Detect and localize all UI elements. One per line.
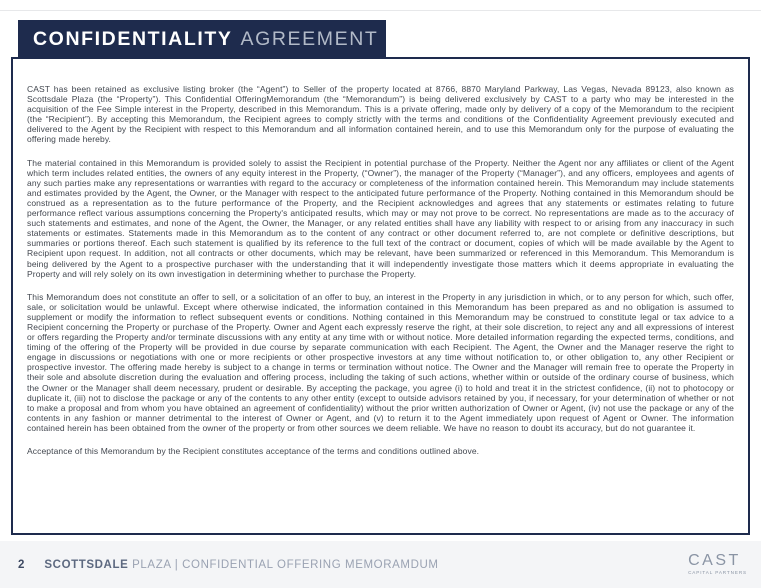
agreement-text-box: [11, 57, 750, 535]
logo-wordmark: CAST: [688, 552, 741, 570]
agreement-paragraph-3: This Memorandum does not constitute an offer to sell, or a solicitation of an offer to buy, an interest in the Property in any jurisdiction in which, or to any person for which, such offer, sale, or solicitation would be unlawful. Except where otherwise indicated, the information contained in this Memorandum has been prepared as and no obligation is assumed to supplement or modify the information to reflect subsequent events or conditions. Nothing contained in this Memorandum may be construed to constitute legal or tax advice to a Recipient concerning the Property or purchase of the Property. Owner and Agent each expressly reserve the right, at their sole discretion, to reject any and all expressions of interest or offers regarding the Property and/or terminate discussions with any entity at any time with or without notice. More detailed information regarding the expected terms, conditions, and timing of the offering of the Property will be provided in due course by separate communication with each Recipient. The Agent, the Owner and the Manager reserve the right to engage in discussions or negotiations with one or more recipients or other prospective investors at any time without notification to, or other obligation to, any other Recipient or prospective investor. The offering made hereby is subject to a change in terms or termination without notice. The Owner and the Manager will remain free to operate the Property in their sole and absolute discretion during the evaluation and offering process, including the taking of such actions, whether within or outside of the ordinary course of business, which the Owner or the Manager shall deem necessary, prudent or desirable. By accepting the package, you agree (i) to hold and treat it in the strictest confidence, (ii) not to photocopy or duplicate it, (iii) not to disclose the package or any of the contents to any other entity (except to outside advisors retained by you, if necessary, for your determination of whether or not to make a proposal and from whom you have obtained an agreement of confidentiality) without the prior written authorization of Owner or Agent, (iv) not use the package or any of the contents in any fashion or manner detrimental to the interest of Owner or Agent, and (v) to return it to the Agent immediately upon request of Agent or Owner. The information contained herein has been obtained from the owner of the property or from other sources we deem reliable. We have no reason to doubt its accuracy, but do not guarantee it.: [27, 291, 734, 433]
agreement-paragraph-2: The material contained in this Memorandum is provided solely to assist the Recipient in potential purchase of the Property. Neither the Agent nor any affiliates or client of the Agent which term includes related entities, the owners of any equity interest in the Property, (“Owner”), the manager of the Property (“Manager”), and any officers, employees and agents of any such parties make any representations or warranties with regard to the accuracy or completeness of the information contained herein. This Memorandum may include statements and estimates provided by the Agent, the Owner, or the Manager with respect to the anticipated future performance of the Property. Nothing contained in this Memorandum should be construed as a representation as to the future performance of the Property, and the Recipient acknowledges and agrees that any statements or estimates relating to future performance reflect various assumptions concerning the Property's anticipated results, which may or may not prove to be correct. No representations are made as to the accuracy of such statements and estimates, and none of the Agent, the Owner, the Manager, or any related entities shall have any liability with respect to or arising from any inaccuracy in such statements or estimates. Statements made in this Memorandum as to the content of any contract or other document referred to, are not complete or definitive descriptions, but summaries or portions thereof. Each such statement is qualified by its reference to the full text of the contract or document, copies of which will be made available by the Agent to Recipient upon request. In addition, not all contracts or other documents, which may be relevant, have been summarized or referenced in this Memorandum. This Memorandum is being delivered by the Agent to a prospective purchaser with the understanding that it will independently investigate those matters which it deems appropriate in evaluating the Property and will rely solely on its own investigation in determining whether to purchase the Property.: [27, 157, 734, 279]
footer-document-title: [44, 559, 438, 571]
page-title-light: AGREEMENT: [240, 27, 379, 50]
page-title: [18, 20, 386, 58]
cast-capital-partners-logo: [688, 553, 747, 575]
footer-document-subtitle: PLAZA | CONFIDENTIAL OFFERING MEMORAMDUM: [128, 558, 439, 571]
footer-property-name: SCOTTSDALE: [44, 558, 129, 571]
logo-tagline: CAPITAL PARTNERS: [688, 569, 747, 575]
agreement-paragraph-1: CAST has been retained as exclusive listing broker (the “Agent”) to Seller of the property located at 8766, 8870 Maryland Parkway, Las Vegas, Nevada 89123, also known as Scottsdale Plaza (the “Property”). This Confidential OfferingMemorandum (the “Memorandum”) is being delivered exclusively by CAST to a party who may be interested in the acquisition of the Fee Simple interest in the Property, described in this Memorandum. This is a private offering, made only by delivery of a copy of the Memorandum to the recipient (the “Recipient”). By accepting this Memorandum, the Recipient agrees to comply strictly with the terms and conditions of the Confidentiality Agreement previously executed and delivered to the Agent by the Recipient with respect to this Memorandum and all information contained herein, and to use this Memorandum only for the purpose of evaluating the offering made hereby.: [27, 84, 734, 145]
page-title-bold: CONFIDENTIALITY: [33, 27, 233, 50]
page-top-divider: [0, 10, 761, 11]
page-number: 2: [18, 558, 25, 571]
agreement-paragraph-4: Acceptance of this Memorandum by the Recipient constitutes acceptance of the terms and conditions outlined above.: [27, 446, 480, 456]
page-footer: [0, 541, 761, 588]
